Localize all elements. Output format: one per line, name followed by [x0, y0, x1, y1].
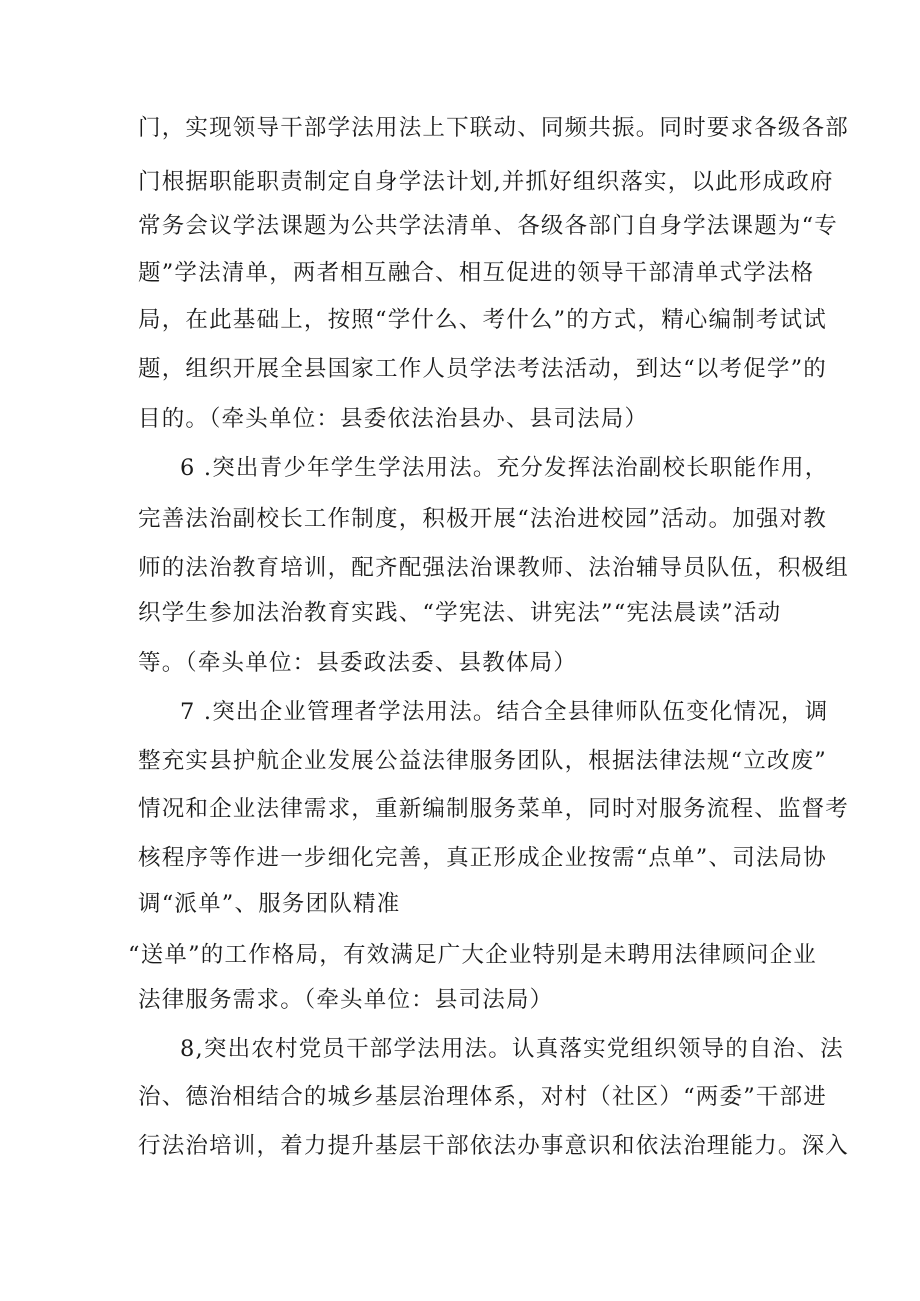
- text-line: 法律服务需求。（牵头单位：县司法局）: [138, 987, 554, 1013]
- paragraph-8-start: 8,突出农村党员干部学法用法。认真落实党组织领导的自治、法: [180, 1036, 844, 1062]
- text-line: 局，在此基础上，按照“学什么、考什么”的方式，精心编制考试试: [138, 307, 828, 333]
- text-line: 治、德治相结合的城乡基层治理体系，对村（社区）“两委”干部进: [138, 1084, 828, 1110]
- text-line: 目的。（牵头单位：县委依法治县办、县司法局）: [138, 406, 649, 432]
- text-line: 行法治培训，着力提升基层干部依法办事意识和依法治理能力。深入: [138, 1133, 850, 1159]
- paragraph-7-start: 7 .突出企业管理者学法用法。结合全县律师队伍变化情况，调: [180, 699, 829, 725]
- text-line: “送单”的工作格局，有效满足广大企业特别是未聘用法律顾问企业: [128, 942, 818, 968]
- text-line: 核程序等作进一步细化完善，真正形成企业按需“点单”、司法局协: [138, 845, 828, 871]
- paragraph-6-start: 6 .突出青少年学生学法用法。充分发挥法治副校长职能作用，: [180, 455, 829, 481]
- text-line: 织学生参加法治教育实践、“学宪法、讲宪法”“宪法晨读”活动: [138, 600, 782, 626]
- text-line: 题”学法清单，两者相互融合、相互促进的领导干部清单式学法格: [138, 260, 815, 286]
- text-line: 等。（牵头单位：县委政法委、县教体局）: [138, 650, 578, 676]
- text-line: 完善法治副校长工作制度，积极开展“法治进校园”活动。加强对教: [138, 506, 828, 532]
- text-line: 常务会议学法课题为公共学法清单、各级各部门自身学法课题为“专: [138, 213, 839, 239]
- text-line: 情况和企业法律需求，重新编制服务菜单，同时对服务流程、监督考: [138, 796, 850, 822]
- text-line: 整充实县护航企业发展公益法律服务团队，根据法律法规“立改废”: [138, 748, 828, 774]
- text-line: 调“派单”、服务团队精准: [138, 891, 401, 917]
- text-line: 门，实现领导干部学法用法上下联动、同频共振。同时要求各级各部: [138, 115, 850, 141]
- text-line: 师的法治教育培训，配齐配强法治课教师、法治辅导员队伍，积极组: [138, 555, 850, 581]
- text-line: 门根据职能职责制定自身学法计划,并抓好组织落实，以此形成政府: [138, 169, 834, 195]
- text-line: 题，组织开展全县国家工作人员学法考法活动，到达“以考促学”的: [138, 356, 828, 382]
